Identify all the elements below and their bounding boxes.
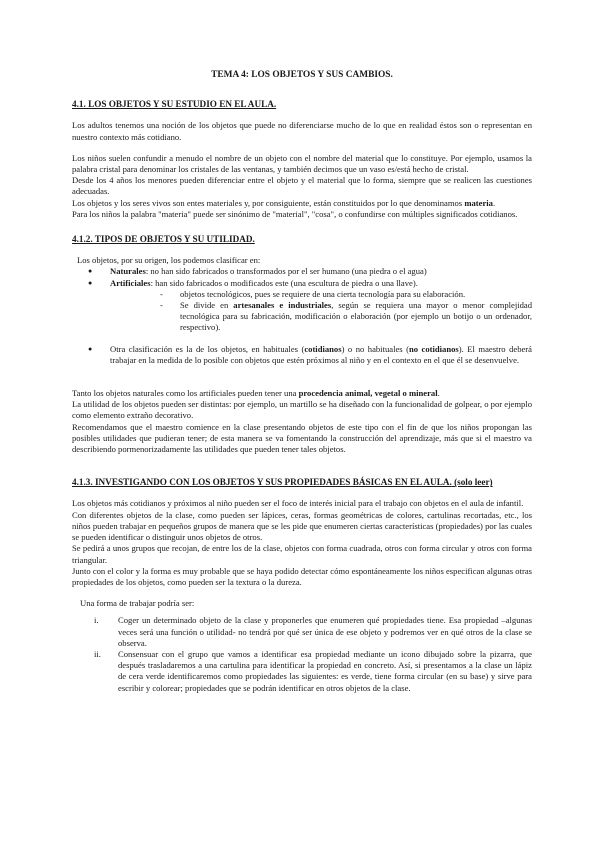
- paragraph: Una forma de trabajar podría ser:: [80, 598, 195, 609]
- paragraph: Los niños suelen confundir a menudo el nombre de un objeto con el nombre del material que lo constituye. Por ejemplo, usamos la palabra cristal para denominar los cristales de las ventanas, y también decimos que un vaso es/está hecho de cristal.: [72, 152, 532, 175]
- paragraph: Junto con el color y la forma es muy probable que se haya podido detectar cómo espontáneamente los niños especifican algunas otras propiedades de los objetos, como pueden ser la textura o la dureza.: [72, 565, 532, 587]
- list-item: - objetos tecnológicos, pues se requiere de una cierta tecnología para su elaboración.: [72, 289, 532, 300]
- paragraph: Los objetos, por su origen, los podemos clasificar en:: [77, 255, 261, 266]
- roman-list: [72, 615, 532, 693]
- section-heading-4-1-2: 4.1.2. TIPOS DE OBJETOS Y SU UTILIDAD.: [72, 234, 255, 245]
- habitual-list: [72, 344, 532, 366]
- paragraph: Los objetos y los seres vivos son entes materiales y, por consiguiente, están constituidos por lo que denominamos materia.: [72, 197, 496, 208]
- list-item: ● Otra clasificación es la de los objetos, en habituales (cotidianos) o no habituales (no cotidianos). El maestro deberá trabajar en la medida de lo posible con objetos que estén próximos al niño y en el contexto en el que él se desenvuelve.: [72, 344, 532, 366]
- paragraph: Recomendamos que el maestro comience en la clase presentando objetos de este tipo con el fin de que los niños propongan las posibles utilidades que pudieran tener; de esta manera se va fomentando la construcción del aprendizaje, más que si el maestro va describiendo pormenorizadamente las utilidades que pueden tener tales objetos.: [72, 421, 532, 455]
- paragraph: La utilidad de los objetos pueden ser distintas: por ejemplo, un martillo se ha diseñado con la funcionalidad de golpear, o por ejemplo como elemento extraño decorativo.: [72, 399, 532, 421]
- paragraph: Tanto los objetos naturales como los artificiales pueden tener una procedencia animal, vegetal o mineral.: [72, 388, 440, 399]
- list-item: i. Coger un determinado objeto de la clase y proponerles que enumeren qué propiedades tiene. Esa propiedad –algunas veces será una función o utilidad- no tendrá por qué ser única de ese objeto y podremos ver en qué otros de la clase se observa.: [94, 615, 532, 648]
- list-item: ii. Consensuar con el grupo que vamos a identificar esa propiedad mediante un icono dibujado sobre la pizarra, que después trasladaremos a una cartulina para identificar la propiedad en concreto. Así, si presentamos a la clase un lápiz de cera verde identificaremos como propiedades las siguientes: es verde, tiene forma circular (en su base) y sirve para escribir y colorear; propiedades que se podrán identificar en otros objetos de la clase.: [94, 648, 532, 693]
- paragraph: Para los niños la palabra "materia" puede ser sinónimo de "material", "cosa", o confundirse con múltiples significados cotidianos.: [72, 208, 518, 219]
- section-heading-4-1-3: 4.1.3. INVESTIGANDO CON LOS OBJETOS Y SUS PROPIEDADES BÁSICAS EN EL AULA. (solo leer): [72, 477, 493, 488]
- paragraph: Con diferentes objetos de la clase, como pueden ser lápices, ceras, formas geométricas de colores, cartulinas recortadas, etc., los niños pueden trabajar en pequeños grupos de manera que se les pide que enumeren ciertas características (propiedades) por las cuales se pueden identificar o distinguir unos objetos de otros.: [72, 509, 532, 543]
- list-item: - Se divide en artesanales e industriales, según se requiera una mayor o menor complejidad tecnológica para su fabricación, modificación o elaboración (por ejemplo un botijo o un ordenador, respectivo).: [72, 300, 532, 334]
- paragraph: Desde los 4 años los menores pueden diferenciar entre el objeto y el material que lo forma, siempre que se realicen las cuestiones adecuadas.: [72, 175, 532, 197]
- list-item: ● Artificiales: han sido fabricados o modificados este (una escultura de piedra o una llave).: [72, 278, 532, 289]
- paragraph: Los adultos tenemos una noción de los objetos que puede no diferenciarse mucho de lo que en realidad éstos son o representan en nuestro contexto más cotidiano.: [72, 120, 532, 142]
- document-page: [72, 70, 532, 694]
- list-item: ● Naturales: no han sido fabricados o transformados por el ser humano (una piedra o el agua): [72, 266, 532, 277]
- heading-note: (solo leer): [454, 477, 493, 488]
- section-heading-4-1: 4.1. LOS OBJETOS Y SU ESTUDIO EN EL AULA.: [72, 99, 277, 110]
- origin-list: [72, 266, 532, 288]
- paragraph: Los objetos más cotidianos y próximos al niño pueden ser el foco de interés inicial para el trabajo con objetos en el aula de infantil.: [72, 498, 524, 509]
- bold-term: materia: [464, 197, 493, 208]
- paragraph: Se pedirá a unos grupos que recojan, de entre los de la clase, objetos con forma cuadrada, otros con forma circular y otros con forma triangular.: [72, 543, 532, 565]
- sub-list: [72, 289, 532, 334]
- document-title: TEMA 4: LOS OBJETOS Y SUS CAMBIOS.: [211, 70, 393, 80]
